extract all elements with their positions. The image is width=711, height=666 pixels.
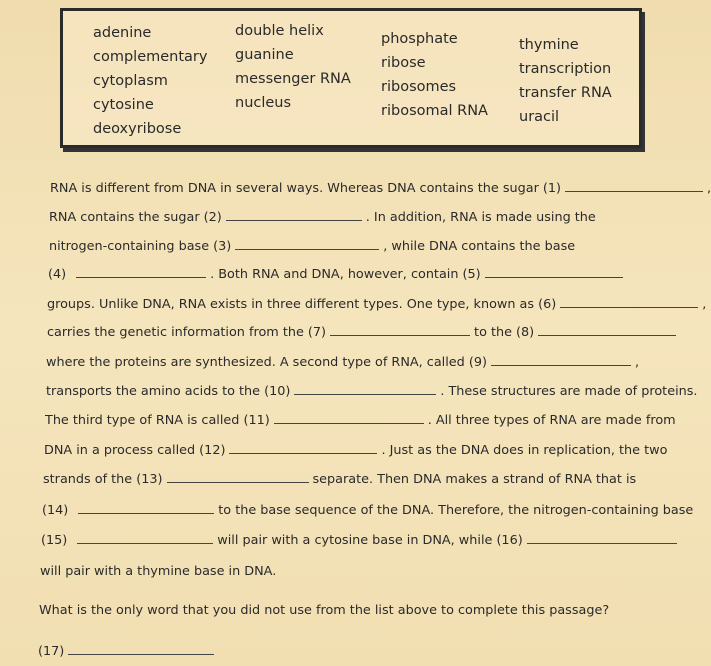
passage-text: . Just as the DNA does in replication, the two (381, 443, 668, 458)
word-bank-item: deoxyribose (93, 121, 182, 137)
word-bank-column-1 (93, 21, 207, 141)
answer-blank-15[interactable] (77, 542, 213, 544)
word-bank-box (60, 8, 642, 148)
passage-text: (4) (48, 267, 67, 282)
passage-text: where the proteins are synthesized. A second type of RNA, called (9) (46, 355, 487, 370)
answer-blank-13[interactable] (167, 481, 309, 483)
passage-text: , (707, 181, 711, 196)
passage-text: transports the amino acids to the (10) (46, 384, 291, 399)
word-bank-item: double helix (235, 23, 324, 39)
passage-line-14 (40, 564, 276, 579)
passage-line-8 (46, 384, 697, 399)
word-bank-item: ribosomes (381, 79, 457, 95)
passage-text: . All three types of RNA are made from (427, 413, 676, 428)
passage-line-7 (46, 355, 639, 370)
question-line (39, 603, 609, 618)
word-bank-item: nucleus (235, 95, 292, 111)
word-bank-column-2 (235, 19, 351, 115)
word-bank-item: ribosomal RNA (381, 103, 488, 119)
passage-line-4 (48, 267, 627, 282)
passage-line-12 (42, 503, 693, 518)
answer-blank-2[interactable] (226, 219, 362, 221)
word-bank-item: cytoplasm (93, 73, 168, 89)
question-text: What is the only word that you did not use from the list above to complete this passage? (39, 603, 610, 618)
passage-text: . Both RNA and DNA, however, contain (5) (210, 267, 481, 282)
passage-text: , while DNA contains the base (383, 239, 576, 254)
passage-line-13 (41, 533, 681, 548)
answer-blank-1[interactable] (565, 190, 703, 192)
word-bank-item: adenine (93, 25, 152, 41)
passage-text: strands of the (13) (43, 472, 163, 487)
answer-blank-9[interactable] (491, 364, 631, 366)
passage-text: . In addition, RNA is made using the (365, 210, 596, 225)
word-bank-column-3 (381, 27, 488, 123)
word-bank-item: complementary (93, 49, 208, 65)
question-17-line (38, 644, 218, 659)
word-bank-item: thymine (519, 37, 579, 53)
passage-text: DNA in a process called (12) (44, 443, 226, 458)
passage-text: groups. Unlike DNA, RNA exists in three different types. One type, known as (6) (47, 297, 557, 312)
word-bank-item: guanine (235, 47, 294, 63)
word-bank-item: transcription (519, 61, 612, 77)
answer-blank-7[interactable] (330, 334, 470, 336)
answer-blank-14[interactable] (78, 512, 214, 514)
word-bank-item: ribose (381, 55, 426, 71)
passage-text: The third type of RNA is called (11) (45, 413, 270, 428)
answer-blank-6[interactable] (560, 306, 698, 308)
passage-text: RNA is different from DNA in several ways. Whereas DNA contains the sugar (1) (50, 181, 562, 196)
answer-blank-17[interactable] (68, 653, 214, 655)
passage-text: nitrogen-containing base (3) (49, 239, 232, 254)
answer-blank-4[interactable] (76, 276, 206, 278)
answer-blank-10[interactable] (294, 393, 436, 395)
answer-blank-11[interactable] (274, 422, 424, 424)
passage-line-9 (45, 413, 676, 428)
word-bank-column-4 (519, 33, 612, 129)
passage-line-6 (47, 325, 680, 340)
answer-blank-12[interactable] (229, 452, 377, 454)
passage-line-11 (43, 472, 636, 487)
answer-blank-8[interactable] (538, 334, 676, 336)
passage-line-5 (47, 297, 706, 312)
passage-text: to the base sequence of the DNA. Therefore, the nitrogen-containing base (218, 503, 694, 518)
word-bank-item: uracil (519, 109, 560, 125)
word-bank-item: phosphate (381, 31, 458, 47)
passage-text: , (634, 355, 640, 370)
passage-text: , (702, 297, 707, 312)
word-bank-item: transfer RNA (519, 85, 612, 101)
passage-text: will pair with a cytosine base in DNA, while (16) (217, 533, 523, 548)
passage-text: (14) (42, 503, 69, 518)
passage-line-2 (49, 210, 596, 225)
passage-text: carries the genetic information from the (7) (47, 325, 327, 340)
answer-blank-3[interactable] (235, 248, 379, 250)
passage-line-3 (49, 239, 575, 254)
passage-text: separate. Then DNA makes a strand of RNA that is (312, 472, 637, 487)
passage-text: . These structures are made of proteins. (440, 384, 698, 399)
passage-text: (15) (41, 533, 68, 548)
passage-line-10 (44, 443, 667, 458)
word-bank-item: messenger RNA (235, 71, 351, 87)
passage-text: RNA contains the sugar (2) (49, 210, 222, 225)
passage-text: to the (8) (474, 325, 535, 340)
passage-text: will pair with a thymine base in DNA. (40, 564, 277, 579)
word-bank-item: cytosine (93, 97, 154, 113)
question-number: (17) (38, 644, 65, 659)
passage-line-1 (50, 181, 711, 196)
answer-blank-5[interactable] (485, 276, 623, 278)
answer-blank-16[interactable] (527, 542, 677, 544)
